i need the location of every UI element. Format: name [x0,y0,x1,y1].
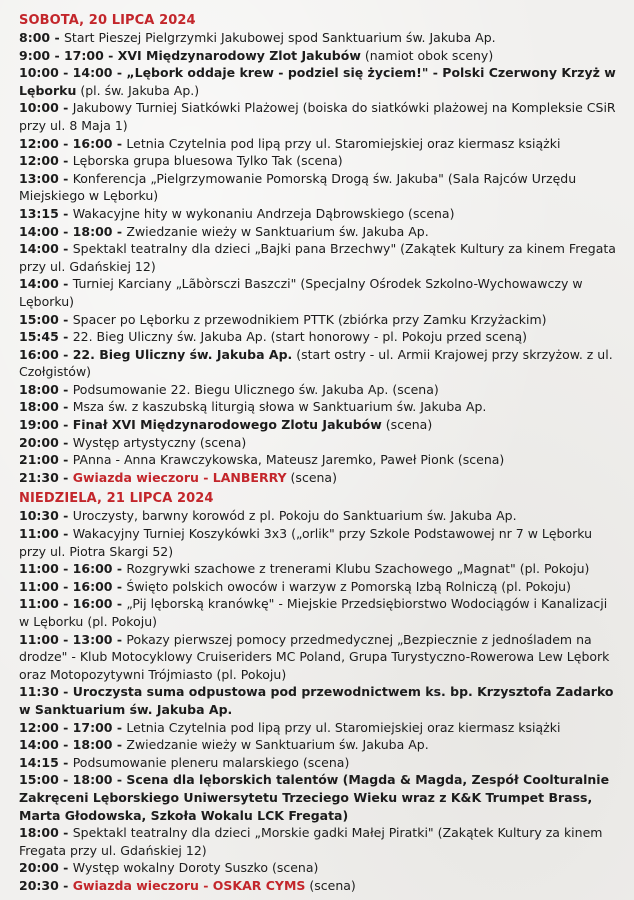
entry-description: (namiot obok sceny) [360,47,494,63]
entry-separator: - [58,170,73,186]
entry-separator: - [58,329,73,345]
entry-time: 12:00 - 16:00 [19,135,113,151]
schedule-entry [19,99,620,134]
schedule-entry [19,771,620,824]
entry-time: 21:30 [19,469,59,485]
entry-description: 22. Bieg Uliczny św. Jakuba Ap. (start honorowy - pl. Pokoju przed sceną) [72,329,528,345]
entry-separator: - [58,311,73,327]
entry-time: 9:00 - 17:00 [19,47,104,63]
entry-time: 11:30 [19,684,59,700]
entry-description: Spektakl teatralny dla dzieci „Bajki pana Brzechwy" (Zakątek Kultury za kinem Fregata przy ul. Gdańskiej 12) [19,241,616,274]
entry-time: 16:00 [19,346,59,362]
entry-separator: - [58,877,73,893]
entry-separator: - [58,684,73,700]
entry-separator: - [112,578,127,594]
schedule-entry [19,346,620,381]
entry-description: Zwiedzanie wieży w Sanktuarium św. Jakuba Ap. [126,737,429,753]
entry-time: 15:45 [19,329,59,345]
schedule-entry [19,64,620,99]
entry-time: 11:00 - 13:00 [19,631,113,647]
entry-description: Występ artystyczny (scena) [72,434,247,450]
entry-separator: - [58,241,73,257]
schedule-entry [19,47,620,65]
entry-separator: - [58,153,73,169]
day-header-sunday: NIEDZIELA, 21 LIPCA 2024 [19,491,214,507]
entry-time: 18:00 [19,399,59,415]
schedule-entry [19,578,620,596]
entry-description: Letnia Czytelnia pod lipą przy ul. Staromiejskiej oraz kiermasz książki [126,135,561,151]
entry-description: 22. Bieg Uliczny św. Jakuba Ap. [72,346,293,362]
entry-description: „Lębork oddaje krew - podziel się życiem!" - Polski Czerwony Krzyż w Lęborku [19,65,616,98]
entry-description: Letnia Czytelnia pod lipą przy ul. Staromiejskiej oraz kiermasz książki [126,719,561,735]
entry-description: Turniej Karciany „Lãbòrsczi Baszczi" (Specjalny Ośrodek Szkolno-Wychowawczy w Lęborku) [19,276,583,309]
entry-description: Jakubowy Turniej Siatkówki Plażowej (boiska do siatkówki plażowej na Kompleksie CSiR przy ul. 8 Maja 1) [19,100,616,133]
entry-time: 21:00 [19,452,59,468]
schedule-entry [19,170,620,205]
entry-time: 14:00 - 18:00 [19,223,113,239]
entry-separator: - [58,452,73,468]
schedule-entry [19,135,620,153]
entry-time: 11:00 - 16:00 [19,596,113,612]
entry-time: 15:00 [19,311,59,327]
entry-time: 18:00 [19,825,59,841]
entry-separator: - [112,737,127,753]
entry-time: 19:00 [19,417,59,433]
entry-separator: - [58,434,73,450]
entry-separator: - [112,65,127,81]
entry-time: 18:00 [19,381,59,397]
entry-time: 14:00 [19,241,59,257]
entry-time: 13:00 [19,170,59,186]
entry-time: 10:00 [19,100,59,116]
entry-description: Start Pieszej Pielgrzymki Jakubowej spod Sanktuarium św. Jakuba Ap. [64,30,496,45]
schedule-entry [19,736,620,754]
entry-description: Rozgrywki szachowe z trenerami Klubu Szachowego „Magnat" (pl. Pokoju) [126,561,590,577]
day-header-saturday: SOBOTA, 20 LIPCA 2024 [19,13,196,28]
schedule-entry [19,311,620,329]
entry-time: 14:00 - 18:00 [19,737,113,753]
entry-separator: - [58,825,73,841]
entry-time: 13:15 [19,205,59,221]
entry-separator: - [58,276,73,292]
entry-time: 12:00 - 17:00 [19,719,113,735]
entry-time: 10:30 [19,508,59,524]
entry-description: Scena dla lęborskich talentów (Magda & Magda, Zespół Coolturalnie Zakręceni Lęborskiego Uniwersytetu Trzeciego Wieku wraz z K&K Trumpet Brass, Marta Głodowska, Szkoła Wokalu LCK Fregata) [19,772,610,823]
entry-separator: - [58,508,73,524]
entry-description: (scena) [381,417,433,433]
entry-separator: - [58,100,73,116]
entry-description: „Pij lęborską kranówkę" - Miejskie Przedsiębiorstwo Wodociągów i Kanalizacji w Lęborku (pl. Pokoju) [19,596,608,629]
entry-separator: - [58,469,73,485]
schedule-entry [19,398,620,416]
schedule-entry [19,469,620,487]
entry-time: 11:00 - 16:00 [19,578,113,594]
schedule-entry [19,223,620,241]
schedule-entry [19,859,620,877]
schedule-entry [19,754,620,772]
sunday-schedule [19,507,620,894]
entry-separator: - [58,526,73,542]
entry-time: 20:00 [19,860,59,876]
entry-separator: - [112,135,127,151]
entry-separator: - [50,30,64,45]
schedule-entry [19,451,620,469]
schedule-entry [19,595,620,630]
entry-description: XVI Międzynarodowy Zlot Jakubów [117,47,361,63]
entry-description: Zwiedzanie wieży w Sanktuarium św. Jakuba Ap. [126,223,429,239]
entry-description: Uroczysta suma odpustowa pod przewodnictwem ks. bp. Krzysztofa Zadarko w Sanktuarium św. Jakuba Ap. [19,684,614,717]
entry-description: Konferencja „Pielgrzymowanie Pomorską Drogą św. Jakuba" (Sala Rajców Urzędu Miejskiego w Lęborku) [19,170,577,204]
entry-separator: - [112,719,127,735]
entry-description: Podsumowanie pleneru malarskiego (scena) [72,754,350,770]
entry-description: Wakacyjny Turniej Koszykówki 3x3 („orlik" przy Szkole Podstawowej nr 7 w Lęborku przy ul. Piotra Skargi 52) [19,526,593,559]
entry-time: 12:00 [19,153,59,169]
schedule-entry [19,631,620,684]
entry-description: Msza św. z kaszubską liturgią słowa w Sanktuarium św. Jakuba Ap. [72,399,487,415]
schedule-entry [19,683,620,718]
entry-description: (scena) [286,469,337,485]
entry-description: Spacer po Lęborku z przewodnikiem PTTK (zbiórka przy Zamku Krzyżackim) [72,311,547,327]
schedule-entry [19,416,620,434]
entry-separator: - [112,561,127,577]
headliner-text: Gwiazda wieczoru - OSKAR CYMS [72,877,306,893]
entry-description: Święto polskich owoców i warzyw z Pomorską Izbą Rolniczą (pl. Pokoju) [126,578,571,594]
entry-description: Spektakl teatralny dla dzieci „Morskie gadki Małej Piratki" (Zakątek Kultury za kinem Fregata przy ul. Gdańskiej 12) [19,825,603,858]
entry-separator: - [112,223,127,239]
entry-description: Uroczysty, barwny korowód z pl. Pokoju do Sanktuarium św. Jakuba Ap. [72,508,517,524]
schedule-entry [19,877,620,895]
entry-description: PAnna - Anna Krawczykowska, Mateusz Jaremko, Paweł Pionk (scena) [72,452,505,468]
entry-description: Wakacyjne hity w wykonaniu Andrzeja Dąbrowskiego (scena) [72,205,455,221]
schedule-entry [19,525,620,560]
saturday-schedule [19,29,620,486]
entry-separator: - [58,860,73,876]
entry-description: Finał XVI Międzynarodowego Zlotu Jakubów [72,417,382,433]
entry-description: (pl. św. Jakuba Ap.) [76,82,200,98]
entry-time: 14:00 [19,276,59,292]
headliner-text: Gwiazda wieczoru - LANBERRY [72,469,287,485]
schedule-entry [19,205,620,223]
schedule-entry [19,381,620,399]
entry-separator: - [58,417,73,433]
schedule-entry [19,328,620,346]
entry-time: 8:00 [19,30,51,45]
entry-separator: - [58,346,73,362]
entry-time: 11:00 [19,526,59,542]
entry-description: Podsumowanie 22. Biegu Ulicznego św. Jakuba Ap. (scena) [72,381,439,397]
schedule-entry [19,507,620,525]
entry-description: Lęborska grupa bluesowa Tylko Tak (scena) [72,153,343,169]
entry-description: Występ wokalny Doroty Suszko (scena) [72,860,319,876]
entry-time: 20:30 [19,877,59,893]
entry-separator: - [58,399,73,415]
entry-time: 20:00 [19,434,59,450]
entry-time: 11:00 - 16:00 [19,561,113,577]
schedule-entry [19,434,620,452]
entry-description: (start ostry - ul. Armii Krajowej przy skrzyżow. z ul. Czołgistów) [19,346,613,380]
entry-separator: - [58,205,73,221]
entry-time: 14:15 [19,754,59,770]
schedule-entry [19,152,620,170]
entry-time: 15:00 - 18:00 [19,772,113,788]
schedule-entry [19,240,620,275]
schedule-entry [19,275,620,310]
entry-separator: - [103,47,118,63]
entry-separator: - [58,754,73,770]
entry-description: Pokazy pierwszej pomocy przedmedycznej „Bezpiecznie z jednośladem na drodze" - Klub Motocyklowy Cruiseriders MC Poland, Grupa Turystyczno-Rowerowa Lew Lębork oraz Motopozytywni Trójmiasto (pl. Pokoju) [19,631,610,682]
entry-time: 10:00 - 14:00 [19,65,113,81]
entry-separator: - [112,631,127,647]
entry-description: (scena) [305,877,356,893]
schedule-entry [19,719,620,737]
entry-separator: - [58,381,73,397]
entry-separator: - [112,772,127,788]
schedule-entry [19,29,620,47]
schedule-entry [19,824,620,859]
entry-separator: - [112,596,127,612]
schedule-entry [19,560,620,578]
